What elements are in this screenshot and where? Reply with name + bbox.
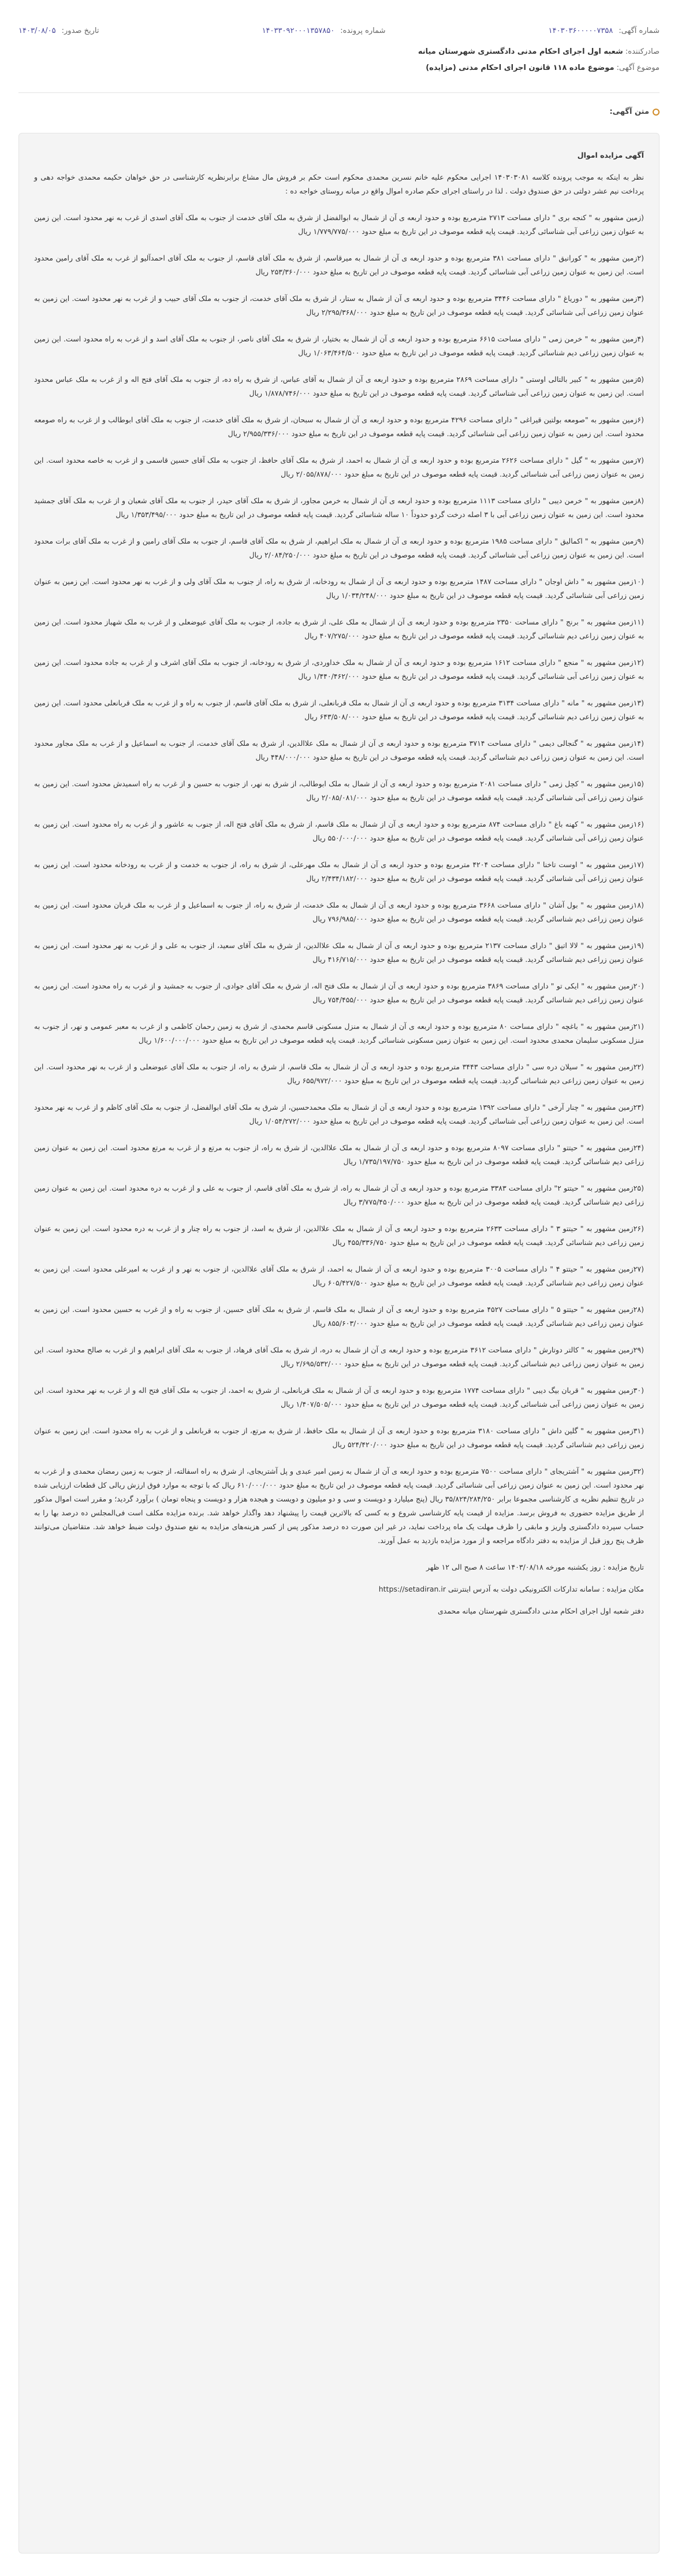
parcel-item: (۱۰زمین مشهور به " داش اوجان " دارای مساحت ۱۴۸۷ مترمربع بوده و حدود اربعه ی آن از شمال به رودخانه، از شرق به راه، از جنوب به ملک آقای ولی و از غرب به نهر محدود است. این زمین به عنوان زمین زراعی آبی شناسائی گردید. قیمت پایه قطعه موصوف در این تاریخ به مبلغ حدود ۱/۰۳۴/۲۴۸/۰۰۰ ریال <box>34 577 644 600</box>
issuer-line <box>18 44 660 60</box>
parcel-item: (۳۲زمین مشهور به " آشتریجای " دارای مساحت ۷۵۰۰ مترمربع بوده و حدود اربعه ی آن از شمال به زمین امیر عبدی و پل آشتریجای، از شرق به راه اسفالته، از جنوب به زمین رمضان محمدی و از غرب به نهر محدود است. این زمین به عنوان زمین زراعی آبی شناسائی گردید. قیمت پایه قطعه موصوف در این تاریخ به مبلغ حدود ۶۱۰/۰۰۰/۰۰۰ ریال که با توجه به موارد فوق ارزش ریالی کل قطعات ارزیابی شده در تاریخ تنظیم نظریه ی کارشناسی مجموعا برابر ۳۵/۸۲۴/۲۸۴/۲۵۰ ریال (پنج میلیارد و دویست و سی و دو میلیون و دویست و هیجده هزار و دویست و پنجاه تومان ) برآورد گردید؛ و مقرر است اموال مذکور از طریق مزایده حضوری به فروش برسد. مزایده از قیمت پایه کارشناسی شروع و به کسی که بالاترین قیمت را پیشنهاد دهد واگذار خواهد شد. برنده مزایده مکلف است فی‌المجلس ده درصد بها را به حساب سپرده دادگستری واریز و مابقی را ظرف مهلت یک ماه پرداخت نماید، در غیر این صورت ده درصد مذکور پس از کسر هزینه‌های مزایده به نفع صندوق دولت ضبط خواهد شد. متقاضیان می‌توانند ظرف پنج روز قبل از مزایده به دفتر دادگاه مراجعه و از مورد مزایده بازدید به عمل آورند. <box>34 1467 645 1545</box>
subject-label: موضوع آگهی: <box>616 64 660 72</box>
parcel-item: (۲۸زمین مشهور به " حیتتو ۵ " دارای مساحت ۴۵۲۷ مترمربع بوده و حدود اربعه ی آن از شمال به ملک قاسم، از شرق به ملک آقای حسین، از جنوب به راه و از غرب به حسین محدود است. این زمین به عنوان زمین زراعی دیم شناسائی گردید. قیمت پایه قطعه موصوف در این تاریخ به مبلغ حدود ۸۵۵/۶۰۳/۰۰۰ ریال <box>34 1305 644 1328</box>
parcel-item: (۲۳زمین مشهور به " چنار آرخی " دارای مساحت ۱۳۹۲ مترمربع بوده و حدود اربعه ی آن از شمال به ملک محمدحسین، از شرق به ملک آقای ابوالفضل، از جنوب به ملک آقای کاظم و از غرب به نهر محدود است. این زمین به عنوان زمین زراعی آبی شناسائی گردید. قیمت پایه قطعه موصوف در این تاریخ به مبلغ حدود ۱/۰۵۴/۲۷۲/۰۰۰ ریال <box>34 1103 644 1125</box>
parcel-item: (۲۰زمین مشهور به " ایکی تو " دارای مساحت ۳۸۶۹ مترمربع بوده و حدود اربعه ی آن از شمال به ملک فتح اله، از شرق به ملک آقای جوادی، از جنوب به جمشید و از غرب به راه محدود است. این زمین به عنوان زمین زراعی دیم شناسائی گردید. قیمت پایه قطعه موصوف در این تاریخ به مبلغ حدود ۷۵۴/۴۵۵/۰۰۰ ریال <box>34 982 644 1004</box>
parcel-item: (۳۰زمین مشهور به " قربان بیگ دیبی " دارای مساحت ۱۷۷۴ مترمربع بوده و حدود اربعه ی آن از شمال به ملک قربانعلی، از شرق به احمد، از جنوب به ملک آقای فتح اله و از غرب به نهر محدود است. این زمین به عنوان زمین زراعی آبی شناسائی گردید. قیمت پایه قطعه موصوف در این تاریخ به مبلغ حدود ۱/۴۰۷/۵۰۵/۰۰۰ ریال <box>34 1386 644 1408</box>
header-divider <box>18 92 660 93</box>
parcel-item: (۱۸زمین مشهور به " بول آشان " دارای مساحت ۳۶۶۸ مترمربع بوده و حدود اربعه ی آن از شمال به ملک خدمت، از شرق به راه، از جنوب به اسماعیل و از غرب به ملک قربان محدود است. این زمین به عنوان زمین زراعی دیم شناسائی گردید. قیمت پایه قطعه موصوف در این تاریخ به مبلغ حدود ۷۹۶/۹۸۵/۰۰۰ ریال <box>34 901 644 923</box>
circle-marker-icon <box>653 109 660 116</box>
parcel-item: (۲۵زمین مشهور به " حیتتو ۲" دارای مساحت ۳۳۸۳ مترمربع بوده و حدود اربعه ی آن از شمال به راه، از شرق به ملک آقای قاسم، از جنوب به علی و از غرب به دره محدود است. این زمین به عنوان زمین زراعی دیم شناسائی گردید. قیمت پایه قطعه موصوف در این تاریخ به مبلغ حدود ۳/۷۷۵/۴۵۰/۰۰۰ ریال <box>34 1184 645 1206</box>
case-number-label: شماره پرونده: <box>340 26 386 35</box>
parcel-item: (۳۱زمین مشهور به " گلین داش " دارای مساحت ۳۱۸۰ مترمربع بوده و حدود اربعه ی آن از شمال به ملک حافظ، از شرق به مرتع، از جنوب به قربانعلی و از غرب به راه محدود است. این زمین به عنوان زمین زراعی دیم شناسائی گردید. قیمت پایه قطعه موصوف در این تاریخ به مبلغ حدود ۵۲۴/۴۲۰/۰۰۰ ریال <box>34 1426 645 1449</box>
case-number-value: ۱۴۰۳۳۰۹۲۰۰۰۱۳۵۷۸۵۰ <box>262 26 335 35</box>
parcel-list <box>34 211 644 1548</box>
subject-line <box>18 60 660 76</box>
signature: دفتر شعبه اول اجرای احکام مدنی دادگستری شهرستان میانه محمدی <box>437 1607 644 1615</box>
notice-card <box>18 133 660 2553</box>
notice-id-label: شماره آگهی: <box>619 26 660 35</box>
notice-text-title <box>609 107 660 116</box>
parcel-item: (۲۱زمین مشهور به " باغچه " دارای مساحت ۸۰ مترمربع بوده و حدود اربعه ی آن از شمال به منزل مسکونی قاسم محمدی، از شرق به زمین رحمان کاظمی و از غرب به معبر عمومی و نهر، از جنوب به منزل مسکونی سلیمان محمدی محدود است. این زمین به عنوان زمین مسکونی شناسائی گردید. قیمت پایه قطعه موصوف در این تاریخ به مبلغ حدود ۱/۶۰۰/۰۰۰/۰۰۰ ریال <box>34 1022 644 1044</box>
parcel-item: (۱۲زمین مشهور به " منجع " دارای مساحت ۱۶۱۲ مترمربع بوده و حدود اربعه ی آن از شمال به ملک خداوردی، از شرق به رودخانه، از جنوب به ملک آقای اشرف و از غرب به جاده محدود است. این زمین به عنوان زمین زراعی آبی شناسائی گردید. قیمت پایه قطعه موصوف در این تاریخ به مبلغ حدود ۱/۴۴۰/۴۶۲/۰۰۰ ریال <box>34 658 644 681</box>
parcel-item: (۲۷زمین مشهور به " حیتتو ۴ " دارای مساحت ۳۰۰۵ مترمربع بوده و حدود اربعه ی آن از شمال به احمد، از شرق به ملک آقای علاالدین، از جنوب به نهر و از غرب به امیرعلی محدود است. این زمین به عنوان زمین زراعی دیم شناسائی گردید. قیمت پایه قطعه موصوف در این تاریخ به مبلغ حدود ۶۰۵/۴۲۷/۵۰۰ ریال <box>34 1265 645 1287</box>
parcel-item: (۱۵زمین مشهور به " کچل زمی " دارای مساحت ۲۰۸۱ مترمربع بوده و حدود اربعه ی آن از شمال به ملک ابوطالب، از شرق به نهر، از جنوب به حسین و از غرب به راه اسمیدش محدود است. این زمین به عنوان زمین زراعی آبی شناسائی گردید. قیمت پایه قطعه موصوف در این تاریخ به مبلغ حدود ۲/۰۸۵/۰۸۱/۰۰۰ ریال <box>34 779 644 802</box>
parcel-item: (۴زمین مشهور به " خرمن زمی " دارای مساحت ۶۶۱۵ مترمربع بوده و حدود اربعه ی آن از شمال به بختیار، از شرق به ملک آقای ناصر، از جنوب به ملک آقای اسد و از غرب به راه محدود است. این زمین به عنوان زمین زراعی دیم شناسائی گردید. قیمت پایه قطعه موصوف در این تاریخ به مبلغ حدود ۱/۰۶۳/۴۶۴/۵۰۰ ریال <box>34 334 644 357</box>
parcel-item: (۲۲زمین مشهور به " سیلان دره سی " دارای مساحت ۳۴۴۳ مترمربع بوده و حدود اربعه ی آن از شمال به ملک قاسم، از شرق به راه، از جنوب به ملک آقای عیوضعلی و از غرب به نهر محدود است. این زمین به عنوان زمین زراعی دیم شناسائی گردید. قیمت پایه قطعه موصوف در این تاریخ به مبلغ حدود ۶۵۵/۹۷۲/۰۰۰ ریال <box>34 1062 645 1085</box>
notice-id <box>549 27 660 35</box>
parcel-item: (۱۷زمین مشهور به " اوست تاخنا " دارای مساحت ۴۲۰۴ مترمربع بوده و حدود اربعه ی آن از شمال به ملک مهرعلی، از شرق به راه، از جنوب به خدمت و از غرب به رودخانه محدود است. این زمین به عنوان زمین زراعی آبی شناسائی گردید. قیمت پایه قطعه موصوف در این تاریخ به مبلغ حدود ۲/۴۳۴/۱۸۲/۰۰۰ ریال <box>34 860 644 883</box>
parcel-item: (۳زمین مشهور به " دوریاغ " دارای مساحت ۳۴۴۶ مترمربع بوده و حدود اربعه ی آن از شمال به ستار، از شرق به ملک آقای خدمت، از جنوب به ملک آقای حبیب و از غرب به نهر محدود است. این زمین به عنوان زمین زراعی آبی شناسائی گردید. قیمت پایه قطعه موصوف در این تاریخ به مبلغ حدود ۲/۲۹۵/۳۶۸/۰۰۰ ریال <box>34 294 644 317</box>
notice-id-value: ۱۴۰۳۰۳۶۰۰۰۰۰۷۳۵۸ <box>548 26 613 35</box>
notice-heading: آگهی مزایده اموال <box>577 151 644 159</box>
parcel-item: (۲۶زمین مشهور به " حیتتو ۳ " دارای مساحت ۲۶۳۳ مترمربع بوده و حدود اربعه ی آن از شمال به ملک علاالدین، از شرق به اسد، از جنوب به راه چنار و از غرب به دره محدود است. این زمین به عنوان زمین زراعی دیم شناسائی گردید. قیمت پایه قطعه موصوف در این تاریخ به مبلغ حدود ۴۵۵/۳۳۶/۷۵۰ ریال <box>34 1224 645 1247</box>
case-number <box>262 27 386 35</box>
parcel-item: (۷زمین مشهور به " گیل " دارای مساحت ۲۶۲۶ مترمربع بوده و حدود اربعه ی آن از شمال به احمد، از شرق به ملک آقای حافظ، از جنوب به ملک آقای حسین قاسمی و از غرب به خاصه محدود است. این زمین به عنوان زمین زراعی آبی شناسائی گردید. قیمت پایه قطعه موصوف در این تاریخ به مبلغ حدود ۲/۰۵۵/۸۷۸/۰۰۰ ریال <box>34 456 644 478</box>
issue-date-label: تاریخ صدور: <box>61 26 99 35</box>
subject-value: موضوع ماده ۱۱۸ قانون اجرای احکام مدنی (مزایده) <box>426 64 614 72</box>
parcel-item: (۱۱زمین مشهور به " برنج " دارای مساحت ۲۳۵۰ مترمربع بوده و حدود اربعه ی آن از شمال به ملک علی، از شرق به جاده، از جنوب به ملک آقای عیوضعلی و از غرب به ملک شهباز محدود است. این زمین به عنوان زمین زراعی دیم شناسائی گردید. قیمت پایه قطعه موصوف در این تاریخ به مبلغ حدود ۴۰۷/۲۷۵/۰۰۰ ریال <box>34 618 644 640</box>
auction-date: تاریخ مزایده : روز یکشنبه مورخه ۱۴۰۳/۰۸/۱۸ ساعت ۸ صبح الی ۱۲ ظهر <box>426 1563 644 1571</box>
parcel-item: (۱۹زمین مشهور به " لالا اتیق " دارای مساحت ۲۱۳۷ مترمربع بوده و حدود اربعه ی آن از شمال به ملک علاالدین، از شرق به ملک آقای سعید، از جنوب به علی و از غرب به نهر محدود است. این زمین به عنوان زمین زراعی دیم شناسائی گردید. قیمت پایه قطعه موصوف در این تاریخ به مبلغ حدود ۴۱۶/۷۱۵/۰۰۰ ریال <box>34 941 644 964</box>
parcel-item: (۱۶زمین مشهور به " کهنه باغ " دارای مساحت ۸۷۴ مترمربع بوده و حدود اربعه ی آن از شمال به ملک قاسم، از شرق به ملک آقای فتح اله، از جنوب به عاشور و از غرب به راه محدود است. این زمین به عنوان زمین زراعی آبی شناسائی گردید. قیمت پایه قطعه موصوف در این تاریخ به مبلغ حدود ۵۵۰/۰۰۰/۰۰۰ ریال <box>34 820 645 842</box>
parcel-item: (زمین مشهور به " کنجه بری " دارای مساحت ۲۷۱۳ مترمربع بوده و حدود اربعه ی آن از شمال به ابوالفضل از شرق به ملک آقای خدمت از جنوب به ملک آقای اسدی از غرب به نهر محدود است. این زمین به عنوان زمین زراعی آبی شناسائی گردید. قیمت پایه قطعه موصوف در این تاریخ به مبلغ حدود ۱/۷۷۹/۷۷۵/۰۰۰ ریال <box>34 213 644 236</box>
header-row-1 <box>18 21 660 40</box>
parcel-item: (۸زمین مشهور به " خرمن دیبی " دارای مساحت ۱۱۱۳ مترمربع بوده و حدود اربعه ی آن از شمال به خرمن مجاور، از شرق به ملک آقای حیدر، از جنوب به ملک آقای شعبان و از غرب به ملک آقای جمشید محدود است. این زمین به عنوان زمین زراعی آبی با ۳ اصله درخت گردو حدوداً ۱۰ ساله شناسائی گردید. قیمت پایه قطعه موصوف در این تاریخ به مبلغ حدود ۱/۳۵۳/۴۹۵/۰۰۰ ریال <box>34 496 644 519</box>
notice-intro: نظر به اینکه به موجب پرونده کلاسه ۱۴۰۳۰۳۰۸۱ اجرایی محکوم علیه خانم نسرین محمدی محکوم است حکم بر فروش مال مشاع برابرنظریه کارشناسی در حق خواهان حکیمه محمدی خواجه دهی و پرداخت نیم عشر دولتی در حق صندوق دولت . لذا در راستای اجرای حکم صادره اموال واقع در میانه روستای خواجه ده : <box>34 173 644 195</box>
issue-date <box>18 27 99 35</box>
header-row-2 <box>18 44 660 76</box>
parcel-item: (۶زمین مشهور به "صومعه بولتین قیراغی " دارای مساحت ۴۲۹۶ مترمربع بوده و حدود اربعه ی آن از شمال به سبحان، از شرق به ملک آقای خدمت، از جنوب به ملک آقای ابوطالب و از غرب به راه صومعه محدود است. این زمین به عنوان زمین زراعی آبی شناسائی گردید. قیمت پایه قطعه موصوف در این تاریخ به مبلغ حدود ۲/۹۵۵/۳۳۶/۰۰۰ ریال <box>34 415 644 438</box>
issuer-label: صادرکننده: <box>625 47 660 56</box>
parcel-item: (۵زمین مشهور به " کبیر بالتالی اوستی " دارای مساحت ۲۸۶۹ مترمربع بوده و حدود اربعه ی آن از شمال به آقای عباس، از شرق به راه ده، از جنوب به ملک آقای فتح اله و از غرب به ملک عباس محدود است. این زمین به عنوان زمین زراعی آبی شناسائی گردید. قیمت پایه قطعه موصوف در این تاریخ به مبلغ حدود ۱/۸۷۸/۷۴۶/۰۰۰ ریال <box>34 375 644 397</box>
issue-date-value: ۱۴۰۳/۰۸/۰۵ <box>18 26 56 35</box>
parcel-item: (۱۳زمین مشهور به " مانه " دارای مساحت ۳۱۳۴ مترمربع بوده و حدود اربعه ی آن از شمال به ملک قربانعلی، از شرق به ملک آقای قاسم، از جنوب به راه و از غرب به ملک قربانعلی محدود است. این زمین به عنوان زمین زراعی دیم شناسائی گردید. قیمت پایه قطعه موصوف در این تاریخ به مبلغ حدود ۶۴۳/۵۰۸/۰۰۰ ریال <box>34 698 644 721</box>
parcel-item: (۲زمین مشهور به " کورانیق " دارای مساحت ۳۸۱ مترمربع بوده و حدود اربعه ی آن از شمال به میرقاسم، از شرق به ملک آقای قاسم، از جنوب به ملک آقای احمدآلیو از غرب به ملک آقای رامین محدود است. این زمین به عنوان زمین زراعی آبی شناسائی گردید. قیمت پایه قطعه موصوف در این تاریخ به مبلغ حدود ۲۵۳/۳۶۰/۰۰۰ ریال <box>34 254 645 276</box>
auction-place: مکان مزایده : سامانه تدارکات الکترونیکی دولت به آدرس اینترنتی https://setadiran.ir <box>378 1585 644 1593</box>
parcel-item: (۱۴زمین مشهور به " گنجالی دیمی " دارای مساحت ۳۷۱۴ مترمربع بوده و حدود اربعه ی آن از شمال به ملک علاالدین، از شرق به ملک آقای خدمت، از جنوب به اسماعیل و از غرب به ملک مجاور محدود است. این زمین به عنوان زمین زراعی دیم شناسائی گردید. قیمت پایه قطعه موصوف در این تاریخ به مبلغ حدود ۴۴۸/۰۰۰/۰۰۰ ریال <box>34 739 644 761</box>
issuer-value: شعبه اول اجرای احکام مدنی دادگستری شهرستان میانه <box>418 47 623 56</box>
notice-text-label: متن آگهی: <box>609 107 649 116</box>
parcel-item: (۲۹زمین مشهور به " کالتر دوتارش " دارای مساحت ۳۶۱۲ مترمربع بوده و حدود اربعه ی آن از شمال به دره، از شرق به ملک آقای فرهاد، از جنوب به ملک آقای ابراهیم و از غرب به صالح محدود است. این زمین به عنوان زمین زراعی دیم شناسائی گردید. قیمت پایه قطعه موصوف در این تاریخ به مبلغ حدود ۲/۶۹۵/۵۳۲/۰۰۰ ریال <box>34 1345 644 1368</box>
parcel-item: (۲۴زمین مشهور به " حیتتو " دارای مساحت ۸۰۹۷ مترمربع بوده و حدود اربعه ی آن از شمال به ملک علاالدین، از شرق به راه، از جنوب به مرتع و از غرب به مرتع محدود است. این زمین به عنوان زمین زراعی دیم شناسائی گردید. قیمت پایه قطعه موصوف در این تاریخ به مبلغ حدود ۱/۷۳۵/۱۹۷/۷۵۰ ریال <box>34 1143 645 1166</box>
parcel-item: (۹زمین مشهور به " اکمالیق " دارای مساحت ۱۹۸۵ مترمربع بوده و حدود اربعه ی آن از شمال به ملک ابراهیم، از شرق به ملک آقای قاسم، از جنوب به ملک آقای رامین و از غرب به ملک آقای برات محدود است. این زمین به عنوان زمین زراعی آبی شناسائی گردید. قیمت پایه قطعه موصوف در این تاریخ به مبلغ حدود ۲/۰۸۴/۲۵۰/۰۰۰ ریال <box>34 537 644 559</box>
